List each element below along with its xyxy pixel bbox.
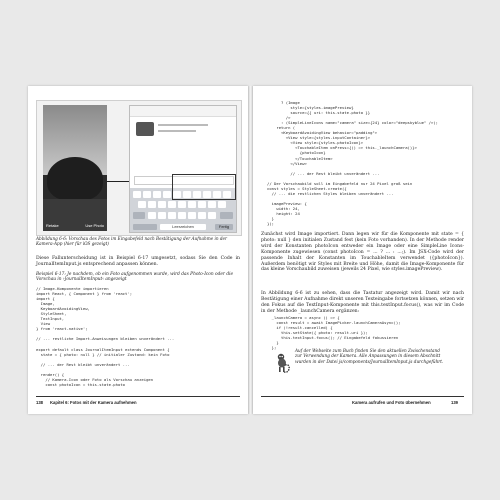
- code-line: Image,: [36, 301, 55, 307]
- code-line: render() {: [36, 371, 65, 377]
- code-line: style={styles.imagePreview}: [267, 105, 354, 111]
- example-label: Beispiel 6-17: Je nachdem, ob ein Foto aufgenommen wurde, wird das Photo-Icon oder die Vorschau in ›JournalItemInput‹ angezeigt: [36, 272, 233, 283]
- key: [178, 212, 186, 219]
- use-photo-label: Use Photo: [85, 223, 104, 228]
- footer-title: Kapitel 6: Fotos mit der Kamera aufnehmen: [50, 400, 137, 405]
- code-line: View: [36, 321, 51, 327]
- code-line: if (!result.cancelled) {: [267, 325, 333, 331]
- space-key: Leerzeichen: [160, 224, 206, 230]
- callout-arrow: [107, 181, 129, 182]
- paragraph: In Abbildung 6-6 ist zu sehen, dass die Tastatur angezeigt wird. Damit wir nach Bestätigung einer Aufnahme direkt unseren Texteingabe fortsetzen können, setzen wir den Fokus auf die TextInput-Komponente mit this.textInput.focus(), was wir im Code in der Methode _launchCamera ergänzen:: [261, 291, 464, 314]
- code-line: </View>: [267, 160, 307, 166]
- code-line: // ... restliche Import-Anweisungen bleiben unverändert ...: [36, 336, 175, 342]
- code-line: });: [267, 221, 275, 227]
- backspace-key: [220, 212, 233, 219]
- key: [218, 201, 226, 208]
- key: [153, 191, 161, 198]
- code-line: const photoIcon = this.state.photo: [36, 381, 126, 387]
- code-line: import React, { Component } from 'react';: [36, 291, 133, 297]
- retake-label: Retake: [46, 223, 59, 228]
- done-key: Fertig: [215, 224, 233, 230]
- code-line: state = { photo: null } // initialer Zustand: kein Foto: [36, 351, 170, 357]
- key: [158, 201, 166, 208]
- key: [148, 212, 156, 219]
- code-line: // ... der Rest bleibt unverändert ...: [267, 170, 380, 176]
- code-line: }: [267, 340, 279, 346]
- phone-app-screenshot: [129, 105, 237, 233]
- key: [158, 212, 166, 219]
- key: [133, 191, 141, 198]
- key: [168, 212, 176, 219]
- code-line: } from 'react-native';: [36, 326, 88, 332]
- code-line: // Image-Komponente importieren: [36, 286, 109, 291]
- code-line: this.setState({ photo: result.uri });: [267, 330, 368, 336]
- code-line: return (: [267, 125, 296, 131]
- code-line: import {: [36, 296, 55, 302]
- code-line: };: [267, 345, 277, 351]
- code-block: [267, 315, 401, 350]
- mode-key: [133, 224, 157, 230]
- key: [168, 201, 176, 208]
- left-page: [28, 86, 248, 414]
- footer-title: Kamera aufrufen und Foto übernehmen: [352, 400, 431, 405]
- code-line: </TouchableItem>: [267, 155, 333, 161]
- code-line: export default class JournalItemInput extends Component {: [36, 346, 170, 352]
- code-line: imagePreview: {: [267, 200, 307, 206]
- code-line: StyleSheet,: [36, 311, 67, 317]
- code-block: [36, 286, 174, 387]
- key: [198, 201, 206, 208]
- code-line: this.textInput.focus(); // Eingabefeld fokussieren: [267, 335, 399, 341]
- key: [143, 191, 151, 198]
- code-line: TextInput,: [36, 316, 65, 322]
- shift-key: [133, 212, 145, 219]
- code-line: : (SimpleLineIcons name="camera" size={24} color="deepskyblue" />);: [267, 120, 438, 126]
- footer-rule: [36, 396, 240, 397]
- code-line: <KeyboardAvoidingView behavior="padding">: [267, 130, 378, 136]
- text-line: [158, 124, 208, 126]
- code-line: _launchCamera = async () => {: [267, 315, 340, 320]
- key: [198, 212, 206, 219]
- code-line: {photoIcon}: [267, 150, 326, 156]
- code-line: ? (Image: [267, 100, 300, 105]
- lemur-note-icon: [275, 352, 291, 374]
- footer-page-number: 138: [36, 400, 43, 405]
- code-line: const result = await ImagePicker.launchCameraAsync();: [267, 320, 401, 326]
- key: [188, 212, 196, 219]
- figure-camera-preview: [36, 100, 242, 236]
- text-line: [158, 130, 196, 132]
- code-line: // Der Vorschaubild soll im Eingabefeld nur 24 Pixel groß sein: [267, 180, 413, 186]
- code-line: KeyboardAvoidingView,: [36, 306, 90, 312]
- key: [148, 201, 156, 208]
- code-line: // ... die restlichen Styles bleiben unverändert ...: [267, 190, 394, 196]
- key: [208, 201, 216, 208]
- paragraph: Diese Fallunterscheidung ist in Beispiel 6-17 umgesetzt, sodass Sie den Code in JournalItemInput.js entsprechend anpassen können.: [36, 256, 240, 267]
- code-line: }: [267, 216, 275, 222]
- photo-tree: [47, 157, 103, 201]
- key: [138, 201, 146, 208]
- code-line: />: [267, 115, 291, 121]
- code-line: <View style={styles.photoIcon}>: [267, 140, 364, 146]
- key: [178, 201, 186, 208]
- code-line: <TouchableItem onPress={() => this._launchCamera()}>: [267, 145, 417, 151]
- code-line: source={{ uri: this.state.photo }}: [267, 110, 371, 116]
- code-line: // Kamera-Icon oder Foto als Vorschau anzeigen: [36, 376, 154, 382]
- paragraph: Zunächst wird Image importiert. Dann legen wir für die Komponente mit state = { photo: null } den initialen Zustand fest (kein Foto vorhanden). In der Methode render wird der Konstanten photoIcon entweder ein Image oder eine SimpleLine Icons-Komponente zugewiesen (const photoIcon = ... ? ... : ...;). Im JSX-Code wird der passende Inhalt der Konstanten im TouchableItem verwendet ({photoIcon}). Außerdem benötigt wir Styles mit Breite und Höhe, damit die Image-Komponente für das kleine Vorschaubild zuweisen (jeweils 24 Pixel, wie styles.imagePreview).: [261, 232, 464, 273]
- code-line: width: 24,: [267, 205, 300, 211]
- code-line: // ... der Rest bleibt unverändert ...: [36, 361, 130, 367]
- phone-camera-screenshot: [43, 105, 107, 231]
- footer-rule: [261, 396, 464, 397]
- highlight-box: [172, 174, 236, 200]
- code-line: height: 24: [267, 211, 300, 217]
- code-line: <View style={styles.inputContainer}>: [267, 135, 371, 141]
- footer-page-number: 139: [451, 400, 458, 405]
- app-navbar: [130, 106, 236, 117]
- code-block: [267, 100, 438, 226]
- key: [163, 191, 171, 198]
- figure-caption: Abbildung 6-6: Vorschau des Fotos im Eingabefeld nach Bestätigung der Aufnahme in der Kamera-App (hier für iOS gezeigt): [36, 236, 228, 247]
- journal-item-thumbnail: [136, 122, 154, 136]
- note-text: Auf der Webseite zum Buch finden Sie den aktuellen Zwischenstand zur Verwendung der Kamera. Alle Anpassungen in diesem Abschnitt wurden in der Datei js/components/JournalItemInput.js durchgeführt.: [295, 348, 444, 364]
- key: [208, 212, 216, 219]
- key: [188, 201, 196, 208]
- code-line: const styles = StyleSheet.create({: [267, 185, 347, 191]
- right-page: [253, 86, 472, 414]
